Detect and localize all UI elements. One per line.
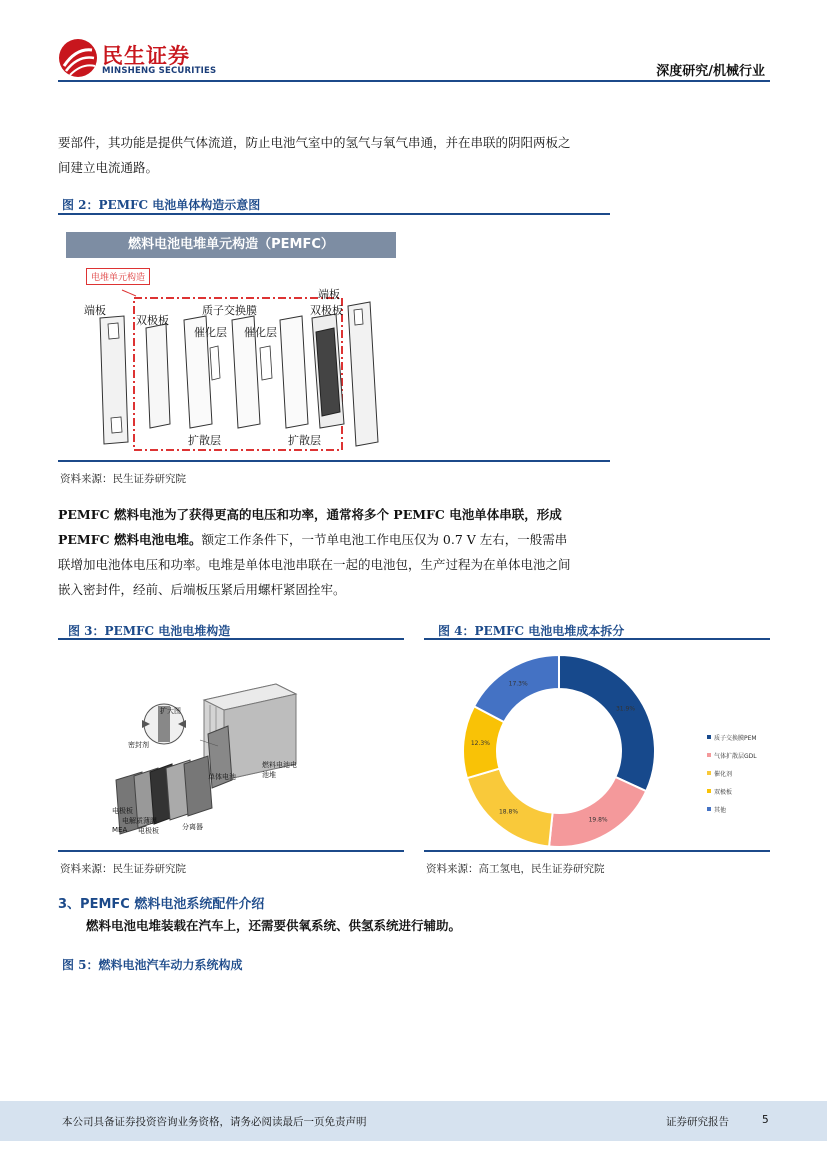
fig3-bottom-rule bbox=[58, 850, 404, 852]
label-catalyst-right: 催化层 bbox=[244, 326, 277, 339]
header-divider bbox=[58, 80, 770, 82]
section-3-bold-text: 燃料电池电堆装载在汽车上，还需要供氧系统、供氢系统进行辅助。 bbox=[86, 918, 462, 933]
label-diffusion-left: 扩散层 bbox=[188, 434, 221, 447]
para2-line3: 联增加电池体电压和功率。电堆是单体电池串联在一起的电池包，生产过程为在单体电池之间 bbox=[58, 557, 571, 572]
label-pem: 质子交换膜 bbox=[202, 304, 257, 317]
cost-donut-chart bbox=[460, 652, 658, 850]
fig3-top-rule bbox=[58, 638, 404, 640]
label-end-plate-right: 端板 bbox=[318, 288, 340, 301]
fig4-top-rule bbox=[424, 638, 770, 640]
donut-label-4: 17.3% bbox=[508, 680, 528, 688]
section-3-heading: 3、PEMFC 燃料电池系统配件介绍 bbox=[58, 897, 265, 912]
fig2-tag: 电堆单元构造 bbox=[86, 268, 150, 285]
para2-rest-line2: 额定工作条件下，一节单电池工作电压仅为 0.7 V 左右，一般需串 bbox=[201, 532, 568, 547]
page-number: 5 bbox=[762, 1114, 769, 1126]
fig4-title: 图 4：PEMFC 电池电堆成本拆分 bbox=[438, 624, 625, 638]
donut-slice-4 bbox=[474, 655, 559, 722]
fig3-title: 图 3：PEMFC 电池电堆构造 bbox=[68, 624, 231, 638]
fig4-bottom-rule bbox=[424, 850, 770, 852]
legend-item-4 bbox=[707, 800, 782, 818]
legend-label-3: 双极板 bbox=[714, 788, 733, 796]
logo-text-en: MINSHENG SECURITIES bbox=[102, 66, 217, 76]
donut-label-2: 18.8% bbox=[498, 808, 519, 816]
fig2-bottom-rule bbox=[58, 460, 610, 462]
fig3-label-separator: 分离器 bbox=[182, 823, 203, 831]
label-end-plate-left: 端板 bbox=[84, 304, 106, 317]
legend-label-2: 催化剂 bbox=[714, 770, 733, 778]
legend-item-3 bbox=[707, 782, 782, 800]
label-bipolar-right: 双极板 bbox=[310, 304, 343, 317]
legend-swatch-1 bbox=[707, 753, 711, 757]
donut-label-3: 12.3% bbox=[470, 740, 490, 748]
fig2-top-rule bbox=[58, 213, 610, 215]
fig3-label-enlarge: 扩大图 bbox=[160, 707, 181, 715]
fig3-label-single-cell: 单体电池 bbox=[208, 773, 236, 781]
stack-paragraph bbox=[58, 502, 624, 602]
label-bipolar-left: 双极板 bbox=[136, 314, 169, 327]
section-3-paragraph bbox=[86, 913, 646, 938]
logo-icon bbox=[58, 38, 98, 78]
para2-line4: 嵌入密封件，经前、后端板压紧后用螺杆紧固拴牢。 bbox=[58, 582, 346, 597]
fig2-title: 图 2：PEMFC 电池单体构造示意图 bbox=[62, 198, 261, 212]
legend-swatch-0 bbox=[707, 735, 711, 739]
fig3-source: 资料来源：民生证券研究院 bbox=[60, 863, 186, 875]
legend-swatch-4 bbox=[707, 807, 711, 811]
fig4-source: 资料来源：高工氢电，民生证券研究院 bbox=[426, 863, 605, 875]
footer-report-label: 证券研究报告 bbox=[666, 1116, 729, 1128]
fig2-illustration bbox=[66, 228, 396, 458]
fig3-label-mea: MEA bbox=[112, 826, 128, 834]
footer-disclaimer: 本公司具备证券投资咨询业务资格，请务必阅读最后一页免责声明 bbox=[62, 1116, 367, 1128]
para2-bold-line2: PEMFC 燃料电池电堆。 bbox=[58, 532, 202, 547]
fig3-label-electrode-plate: 电极板 bbox=[112, 807, 133, 815]
fig3-label-seal: 密封剂 bbox=[128, 741, 149, 749]
legend-item-1 bbox=[707, 746, 782, 764]
donut-slice-2 bbox=[467, 769, 553, 847]
fig2-banner: 燃料电池电堆单元构造（PEMFC） bbox=[66, 232, 396, 258]
donut-slice-0 bbox=[559, 655, 655, 791]
page-header bbox=[0, 0, 827, 90]
fig3-label-stack: 燃料电池电池堆 bbox=[262, 761, 297, 779]
legend-swatch-3 bbox=[707, 789, 711, 793]
legend-label-1: 气体扩散层GDL bbox=[714, 752, 757, 760]
intro-line-2: 间建立电流通路。 bbox=[58, 160, 159, 175]
legend-item-2 bbox=[707, 764, 782, 782]
logo-text-cn: 民生证券 bbox=[102, 44, 190, 68]
fig2-source: 资料来源：民生证券研究院 bbox=[60, 473, 186, 485]
intro-paragraph bbox=[58, 130, 624, 180]
chart-legend bbox=[707, 728, 782, 818]
legend-label-4: 其他 bbox=[714, 806, 727, 814]
donut-slice-1 bbox=[549, 777, 646, 847]
fig3-label-electrode-plate-2: 电极板 bbox=[138, 827, 159, 835]
fig5-title: 图 5：燃料电池汽车动力系统构成 bbox=[62, 958, 243, 972]
donut-label-0: 31.9% bbox=[615, 705, 636, 713]
donut-label-1: 19.8% bbox=[588, 816, 608, 824]
legend-item-0 bbox=[707, 728, 782, 746]
fig3-label-electrolyte-membrane: 电解质薄膜 bbox=[122, 817, 157, 825]
company-logo bbox=[58, 38, 218, 80]
legend-label-0: 质子交换膜PEM bbox=[714, 734, 757, 742]
fig2-diagram bbox=[66, 228, 396, 458]
header-section-label: 深度研究/机械行业 bbox=[656, 64, 765, 79]
page-footer bbox=[0, 1101, 827, 1141]
intro-line-1: 要部件，其功能是提供气体流道，防止电池气室中的氢气与氧气串通，并在串联的阴阳两板之 bbox=[58, 135, 571, 150]
label-catalyst-left: 催化层 bbox=[194, 326, 227, 339]
para2-bold-line1: PEMFC 燃料电池为了获得更高的电压和功率，通常将多个 PEMFC 电池单体串联，形成 bbox=[58, 507, 562, 522]
label-diffusion-right: 扩散层 bbox=[288, 434, 321, 447]
legend-swatch-2 bbox=[707, 771, 711, 775]
